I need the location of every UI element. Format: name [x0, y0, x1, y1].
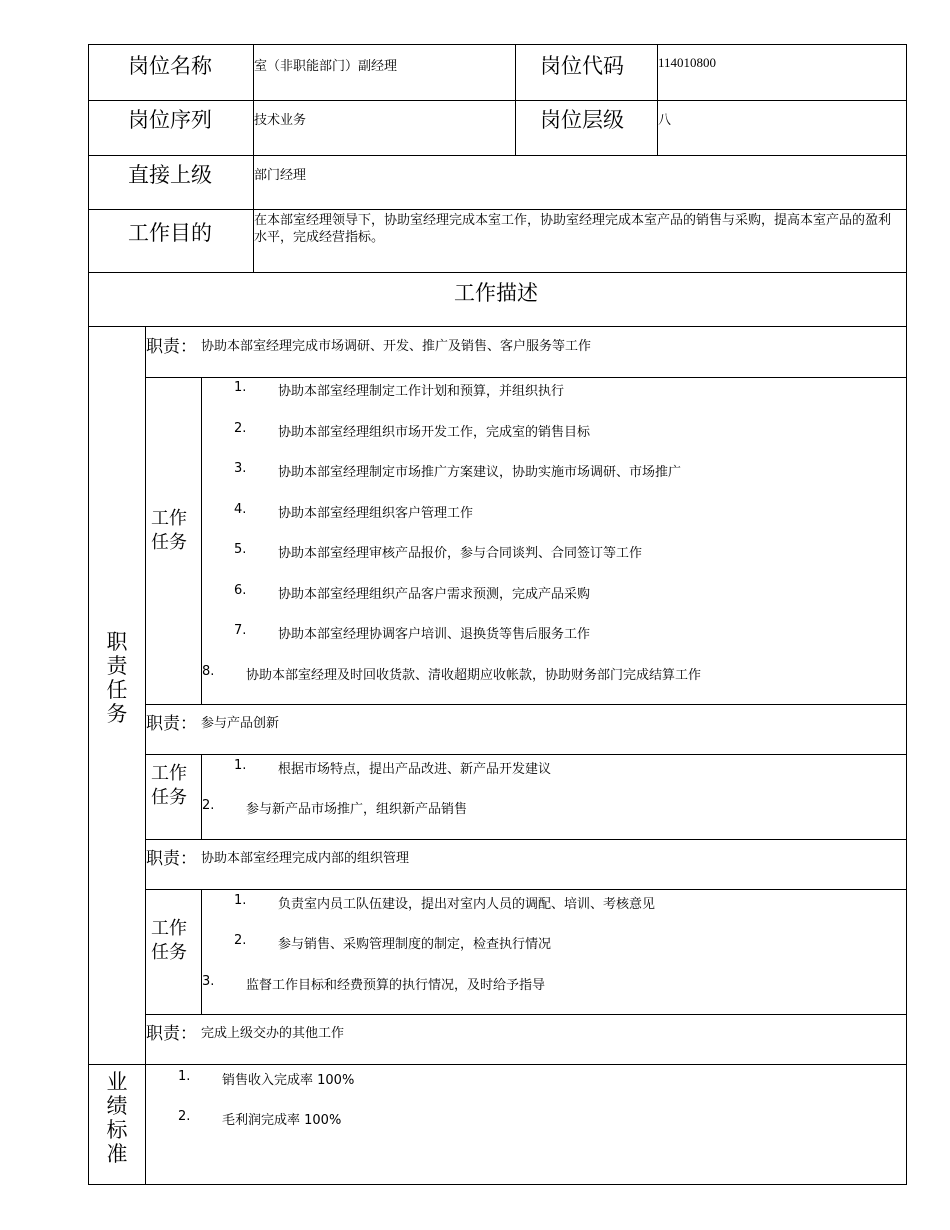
duty-title: 参与产品创新 [201, 716, 280, 731]
post-seq-value: 技术业务 [254, 113, 307, 128]
post-name-value: 室（非职能部门）副经理 [254, 59, 398, 74]
duty-prefix: 职责： [146, 337, 197, 357]
task-number: 6. [234, 583, 247, 598]
performance-number: 2. [178, 1109, 191, 1124]
task-text: 协助本部室经理协调客户培训、退换货等售后服务工作 [278, 627, 591, 642]
task-label: 工作任务 [151, 508, 187, 553]
row-divider [145, 704, 907, 705]
duty-title: 协助本部室经理完成内部的组织管理 [201, 851, 410, 866]
duty-section-label: 职责任务 [106, 630, 128, 726]
task-number: 3. [234, 461, 247, 476]
task-text: 参与销售、采购管理制度的制定，检查执行情况 [278, 937, 552, 952]
task-text: 监督工作目标和经费预算的执行情况，及时给予指导 [246, 978, 546, 993]
post-code-label: 岗位代码 [540, 54, 624, 78]
purpose-label: 工作目的 [128, 221, 212, 245]
row-divider [145, 889, 907, 890]
col-divider [201, 377, 202, 704]
task-text: 根据市场特点，提出产品改进、新产品开发建议 [278, 762, 552, 777]
task-number: 1. [234, 893, 247, 908]
col-divider [201, 754, 202, 839]
row-divider [88, 1064, 907, 1065]
task-number: 3. [202, 974, 215, 989]
duty-title: 完成上级交办的其他工作 [201, 1026, 345, 1041]
row-divider [88, 209, 907, 210]
task-text: 协助本部室经理组织客户管理工作 [278, 506, 474, 521]
superior-label: 直接上级 [128, 163, 212, 187]
row-divider [88, 272, 907, 273]
task-number: 2. [234, 933, 247, 948]
row-divider [145, 754, 907, 755]
row-divider [88, 100, 907, 101]
performance-label: 业绩标准 [106, 1070, 128, 1166]
row-divider [145, 839, 907, 840]
task-number: 2. [234, 421, 247, 436]
task-number: 2. [202, 798, 215, 813]
col-divider [145, 326, 146, 1185]
row-divider [145, 377, 907, 378]
task-number: 4. [234, 502, 247, 517]
post-code-value: 114010800 [658, 55, 717, 70]
work-desc-title: 工作描述 [454, 281, 538, 305]
task-number: 7. [234, 623, 247, 638]
task-label: 工作任务 [151, 763, 187, 808]
duty-prefix: 职责： [146, 714, 197, 734]
task-number: 1. [234, 758, 247, 773]
task-number: 8. [202, 664, 215, 679]
task-text: 协助本部室经理组织产品客户需求预测，完成产品采购 [278, 587, 591, 602]
task-text: 协助本部室经理制定工作计划和预算，并组织执行 [278, 384, 565, 399]
performance-text: 销售收入完成率 100% [222, 1073, 355, 1088]
task-text: 负责室内员工队伍建设，提出对室内人员的调配、培训、考核意见 [278, 897, 656, 912]
row-divider [145, 1014, 907, 1015]
task-text: 参与新产品市场推广，组织新产品销售 [246, 802, 468, 817]
row-divider [88, 155, 907, 156]
col-divider [515, 44, 516, 155]
task-text: 协助本部室经理制定市场推广方案建议，协助实施市场调研、市场推广 [278, 465, 682, 480]
col-divider [201, 889, 202, 1014]
post-level-value: 八 [658, 113, 672, 128]
post-seq-label: 岗位序列 [128, 108, 212, 132]
post-name-label: 岗位名称 [128, 54, 212, 78]
task-label: 工作任务 [151, 918, 187, 963]
task-text: 协助本部室经理组织市场开发工作，完成室的销售目标 [278, 425, 591, 440]
duty-prefix: 职责： [146, 1024, 197, 1044]
task-number: 1. [234, 380, 247, 395]
duty-prefix: 职责： [146, 849, 197, 869]
superior-value: 部门经理 [254, 168, 307, 183]
task-text: 协助本部室经理及时回收货款、清收超期应收帐款，协助财务部门完成结算工作 [246, 668, 702, 683]
task-text: 协助本部室经理审核产品报价，参与合同谈判、合同签订等工作 [278, 546, 643, 561]
duty-title: 协助本部室经理完成市场调研、开发、推广及销售、客户服务等工作 [201, 339, 592, 354]
performance-text: 毛利润完成率 100% [222, 1113, 342, 1128]
task-number: 5. [234, 542, 247, 557]
performance-number: 1. [178, 1069, 191, 1084]
row-divider [88, 326, 907, 327]
purpose-value: 在本部室经理领导下，协助室经理完成本室工作，协助室经理完成本室产品的销售与采购，提高本室产品的盈利水平，完成经营指标。 [254, 213, 892, 245]
post-level-label: 岗位层级 [540, 108, 624, 132]
